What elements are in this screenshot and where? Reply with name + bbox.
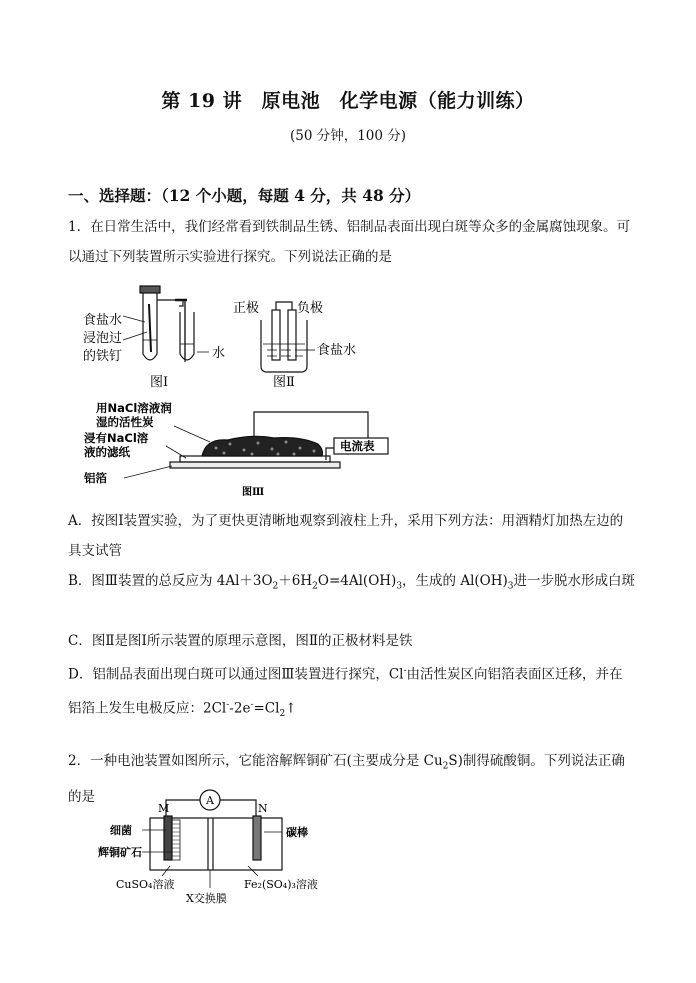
question-1-stem: 1．在日常生活中，我们经常看到铁制品生锈、铝制品表面出现白斑等众多的金属腐蚀现象。可以通过下列装置所示实验进行探究。下列说法正确的是	[68, 219, 631, 265]
fig3-label-carbon-2: 湿的活性炭	[96, 415, 154, 429]
fig3-label-foil: 铝箔	[84, 471, 107, 485]
fig1-label-water: 水	[212, 346, 226, 361]
figure-3	[78, 398, 408, 502]
fig1-label-nail: 的铁钉	[83, 349, 123, 364]
q2-label-membrane: X交换膜	[186, 892, 227, 905]
fig2-label-negative: 负极	[297, 301, 324, 316]
fig1-label-saltwater: 食盐水	[83, 313, 123, 328]
question-1-option-d: D．铝制品表面出现白斑可以通过图Ⅲ装置进行探究，Cl-由活性炭区向铝箔表面区迁移，并在铝箔上发生电极反应：$2Cl^--2e^-=Cl_2↑$	[68, 666, 623, 719]
q2-label-N: N	[258, 802, 268, 815]
figure-1-2	[75, 282, 375, 394]
figure-1-apparatus	[123, 286, 209, 362]
fig3-label-meter: 电流表	[340, 439, 375, 453]
fig3-label-paper-1: 浸有NaCl溶	[84, 431, 149, 445]
fig3-label-carbon-1: 用NaCl溶液润	[96, 401, 172, 415]
fig3-label-paper-2: 液的滤纸	[84, 445, 130, 459]
question-1-option-b: B．图Ⅲ装置的总反应为 $4Al+3O_2+6H_2O=4Al(OH)_3$，生成的 $Al(OH)_3$进一步脱水形成白斑	[68, 573, 636, 592]
page-subtitle: (50 分钟，100 分)	[289, 128, 407, 144]
q2-label-M: M	[158, 802, 170, 815]
fig2-label-saltwater: 食盐水	[317, 343, 357, 358]
q2-label-ore: 辉铜矿石	[98, 846, 142, 859]
fig1-label-soaked: 浸泡过	[83, 331, 123, 346]
fig3-caption: 图Ⅲ	[242, 487, 265, 498]
q2-label-carbon: 碳棒	[286, 826, 308, 839]
q2-label-fe: Fe₂(SO₄)₃溶液	[244, 878, 318, 891]
section-heading: 一、选择题：（12 个小题，每题 4 分，共 48 分）	[68, 186, 421, 205]
question-1-option-a: A．按图Ⅰ装置实验，为了更快更清晰地观察到液柱上升，采用下列方法：用酒精灯加热左边的具支试管	[68, 513, 624, 559]
fig2-label-positive: 正极	[233, 301, 260, 316]
page-title: 第 19 讲 原电池 化学电源（能力训练）	[161, 90, 535, 112]
question-2-stem: 2．一种电池装置如图所示，它能溶解辉铜矿石(主要成分是 $Cu_2S$)制得硫酸铜。下列说法正确的是	[68, 753, 625, 805]
q2-label-cuso4: CuSO₄溶液	[116, 878, 175, 891]
figure-q2	[98, 784, 358, 905]
fig2-caption: 图Ⅱ	[273, 375, 295, 390]
fig1-caption: 图Ⅰ	[150, 375, 169, 390]
q2-label-A: A	[206, 794, 214, 807]
q2-label-bacteria: 细菌	[110, 824, 132, 837]
question-1-option-c: C．图Ⅱ是图Ⅰ所示装置的原理示意图，图Ⅱ的正极材料是铁	[68, 633, 413, 649]
